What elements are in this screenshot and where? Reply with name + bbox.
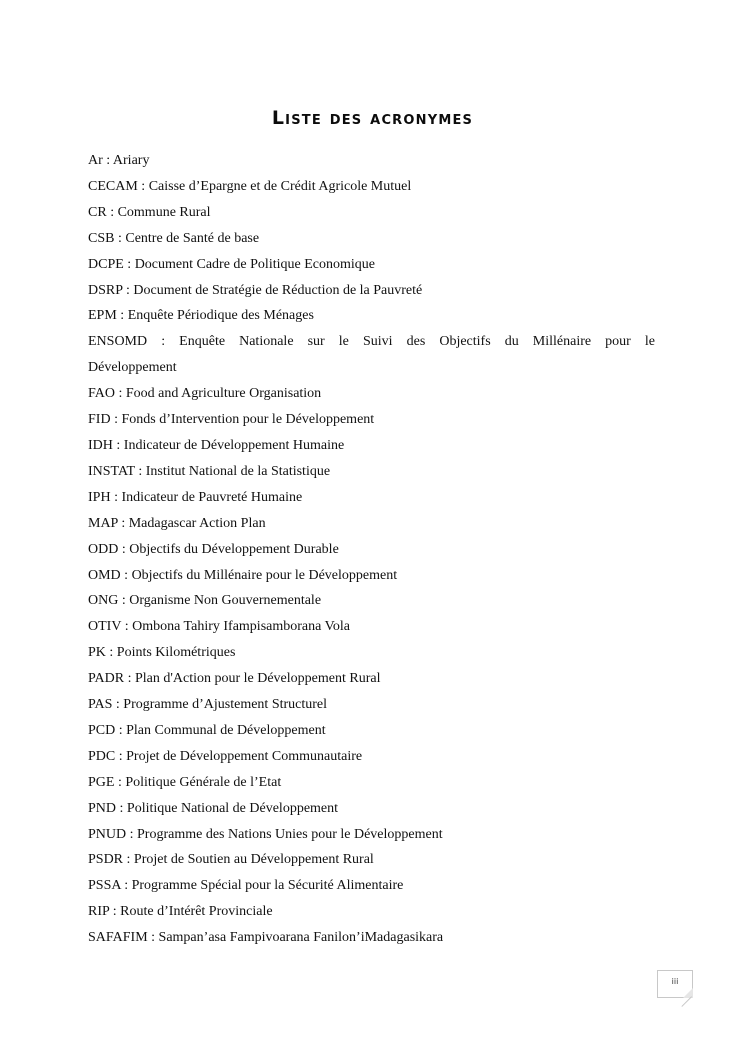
acronym-meaning: Enquête Nationale sur le Suivi des Objectifs du Millénaire pour le bbox=[179, 334, 656, 350]
acronym-abbr: OMD bbox=[88, 567, 121, 583]
acronym-item: FID : Fonds d’Intervention pour le Développement bbox=[88, 412, 375, 428]
acronym-abbr: CR bbox=[88, 204, 107, 220]
acronym-meaning: Food and Agriculture Organisation bbox=[125, 386, 322, 402]
acronym-meaning: Politique National de Développement bbox=[126, 800, 339, 816]
acronym-meaning: Enquête Périodique des Ménages bbox=[127, 308, 314, 324]
acronym-item: IPH : Indicateur de Pauvreté Humaine bbox=[88, 489, 303, 505]
acronym-item: OTIV : Ombona Tahiry Ifampisamborana Vola bbox=[88, 619, 350, 635]
acronym-item: Ar : Ariary bbox=[88, 153, 150, 168]
acronym-abbr: EPM bbox=[88, 308, 117, 324]
acronym-meaning: Programme des Nations Unies pour le Développement bbox=[137, 826, 443, 842]
acronym-item: DSRP : Document de Stratégie de Réduction de la Pauvreté bbox=[88, 282, 423, 298]
acronym-item: PAS : Programme d’Ajustement Structurel bbox=[88, 697, 328, 713]
acronym-meaning: Ariary bbox=[112, 153, 150, 168]
acronym-meaning: Caisse d’Epargne et de Crédit Agricole Mutuel bbox=[148, 178, 412, 194]
acronym-meaning: Document de Stratégie de Réduction de la Pauvreté bbox=[133, 282, 423, 298]
acronym-item: PNUD : Programme des Nations Unies pour le Développement bbox=[88, 826, 443, 842]
page-title: Liste des acronymes bbox=[271, 106, 474, 129]
acronym-item: ONG : Organisme Non Gouvernementale bbox=[88, 593, 322, 609]
acronym-abbr: CSB bbox=[88, 230, 115, 246]
acronym-meaning: Ombona Tahiry Ifampisamborana Vola bbox=[132, 619, 350, 635]
acronym-abbr: PADR bbox=[88, 671, 125, 687]
page-number: iii bbox=[671, 977, 679, 986]
acronym-abbr: FID bbox=[88, 412, 111, 428]
acronym-item: SAFAFIM : Sampan’asa Fampivoarana Fanilon’iMadagasikara bbox=[88, 930, 444, 946]
acronym-abbr: DCPE bbox=[88, 256, 124, 272]
acronym-meaning: Programme Spécial pour la Sécurité Alimentaire bbox=[131, 878, 404, 894]
acronym-meaning: Madagascar Action Plan bbox=[128, 515, 266, 531]
acronym-meaning: Développement bbox=[88, 360, 177, 376]
acronym-item: RIP : Route d’Intérêt Provinciale bbox=[88, 904, 273, 920]
acronym-meaning: Indicateur de Développement Humaine bbox=[123, 437, 345, 453]
acronym-item: EPM : Enquête Périodique des Ménages bbox=[88, 308, 314, 324]
acronym-item: ODD : Objectifs du Développement Durable bbox=[88, 541, 339, 557]
acronym-meaning: Objectifs du Développement Durable bbox=[129, 541, 339, 557]
acronym-abbr: ONG bbox=[88, 593, 119, 609]
acronym-abbr: PDC bbox=[88, 748, 116, 764]
acronym-abbr: MAP bbox=[88, 515, 118, 531]
acronym-item: FAO : Food and Agriculture Organisation bbox=[88, 386, 322, 402]
acronym-meaning: Projet de Soutien au Développement Rural bbox=[133, 852, 374, 868]
acronym-abbr: INSTAT bbox=[88, 463, 135, 479]
acronym-item: PCD : Plan Communal de Développement bbox=[88, 722, 326, 738]
acronym-item: PDC : Projet de Développement Communautaire bbox=[88, 748, 363, 764]
acronym-item: PSSA : Programme Spécial pour la Sécurité Alimentaire bbox=[88, 878, 404, 894]
acronym-abbr: PND bbox=[88, 800, 117, 816]
acronym-abbr: FAO bbox=[88, 386, 115, 402]
acronym-meaning: Politique Générale de l’Etat bbox=[125, 774, 282, 790]
acronym-meaning: Objectifs du Millénaire pour le Développement bbox=[131, 567, 398, 583]
acronym-item: ENSOMD : Enquête Nationale sur le Suivi des Objectifs du Millénaire pour le bbox=[88, 334, 656, 350]
acronym-abbr: SAFAFIM bbox=[88, 930, 148, 946]
acronym-abbr: PGE bbox=[88, 774, 115, 790]
acronym-abbr: OTIV bbox=[88, 619, 122, 635]
acronym-item: DCPE : Document Cadre de Politique Economique bbox=[88, 256, 375, 272]
acronym-abbr: PSSA bbox=[88, 878, 121, 894]
acronym-abbr: ODD bbox=[88, 541, 119, 557]
acronym-item: INSTAT : Institut National de la Statistique bbox=[88, 463, 331, 479]
acronym-abbr: CECAM bbox=[88, 178, 138, 194]
acronym-meaning: Organisme Non Gouvernementale bbox=[129, 593, 322, 609]
acronym-abbr: PK bbox=[88, 645, 106, 661]
acronym-meaning: Route d’Intérêt Provinciale bbox=[120, 904, 273, 920]
acronym-list bbox=[88, 148, 655, 951]
acronym-item-continuation bbox=[88, 355, 655, 381]
acronym-meaning: Indicateur de Pauvreté Humaine bbox=[121, 489, 303, 505]
acronym-abbr: IDH bbox=[88, 437, 113, 453]
acronym-abbr: ENSOMD bbox=[88, 334, 148, 350]
acronym-meaning: Plan d'Action pour le Développement Rural bbox=[134, 671, 381, 687]
acronym-item: PND : Politique National de Développement bbox=[88, 800, 339, 816]
acronym-meaning: Fonds d’Intervention pour le Développement bbox=[121, 412, 375, 428]
acronym-item: MAP : Madagascar Action Plan bbox=[88, 515, 266, 531]
acronym-item: OMD : Objectifs du Millénaire pour le Développement bbox=[88, 567, 398, 583]
acronym-abbr: PSDR bbox=[88, 852, 124, 868]
acronym-meaning: Institut National de la Statistique bbox=[145, 463, 331, 479]
acronym-abbr: PAS bbox=[88, 697, 113, 713]
acronym-abbr: PNUD bbox=[88, 826, 127, 842]
acronym-abbr: PCD bbox=[88, 722, 116, 738]
acronym-meaning: Centre de Santé de base bbox=[125, 230, 260, 246]
acronym-item: PADR : Plan d'Action pour le Développement Rural bbox=[88, 671, 381, 687]
acronym-meaning: Programme d’Ajustement Structurel bbox=[123, 697, 328, 713]
acronym-meaning: Projet de Développement Communautaire bbox=[126, 748, 363, 764]
acronym-item: PGE : Politique Générale de l’Etat bbox=[88, 774, 282, 790]
acronym-meaning: Sampan’asa Fampivoarana Fanilon’iMadagasikara bbox=[158, 930, 444, 946]
acronym-meaning: Document Cadre de Politique Economique bbox=[134, 256, 375, 272]
acronym-abbr: IPH bbox=[88, 489, 111, 505]
page-number-box bbox=[657, 970, 693, 998]
acronym-abbr: Ar bbox=[88, 153, 103, 168]
acronym-item: CR : Commune Rural bbox=[88, 204, 211, 220]
acronym-meaning: Commune Rural bbox=[117, 204, 211, 220]
acronym-item: CECAM : Caisse d’Epargne et de Crédit Agricole Mutuel bbox=[88, 178, 412, 194]
acronym-item: PK : Points Kilométriques bbox=[88, 645, 236, 661]
acronym-abbr: RIP bbox=[88, 904, 110, 920]
acronym-meaning: Plan Communal de Développement bbox=[126, 722, 326, 738]
acronym-item: PSDR : Projet de Soutien au Développement Rural bbox=[88, 852, 374, 868]
acronym-abbr: DSRP bbox=[88, 282, 123, 298]
acronym-meaning: Points Kilométriques bbox=[116, 645, 236, 661]
acronym-item: CSB : Centre de Santé de base bbox=[88, 230, 260, 246]
acronym-item: IDH : Indicateur de Développement Humaine bbox=[88, 437, 345, 453]
